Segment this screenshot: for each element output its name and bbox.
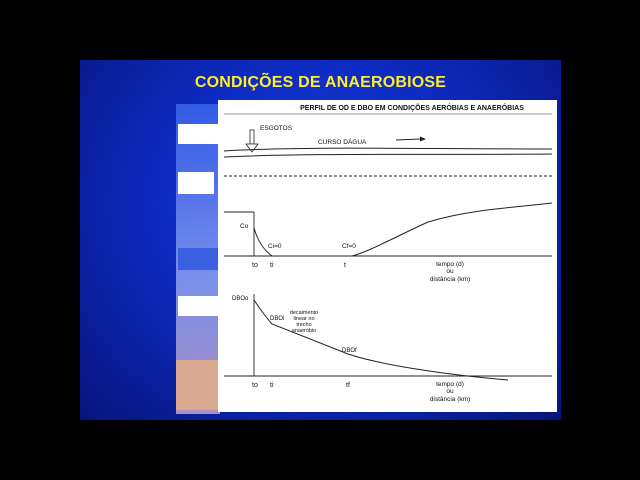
od-curve: [254, 203, 552, 256]
dbo-x-label-line-3: distância (km): [429, 396, 471, 403]
inflow-label: ESGOTOS: [260, 125, 293, 132]
dbo-x-label-line-1: tempo (d): [436, 381, 464, 388]
left-artifact-strip-5: [176, 360, 220, 410]
od-tick-to: to: [252, 262, 258, 269]
od-cf-label: Cf=0: [342, 243, 356, 250]
slide-title: CONDIÇÕES DE ANAEROBIOSE: [194, 74, 447, 91]
od-tick-ti: ti: [270, 262, 274, 269]
inflow-arrow-icon: [246, 130, 258, 152]
od-initial-label: Co: [240, 223, 249, 230]
river-bed-line: [224, 154, 552, 157]
river-label: CURSO DÁGUA: [318, 139, 367, 146]
left-artifact-strip-1: [178, 124, 220, 144]
dbo-dbof-label: DBOf: [342, 348, 357, 354]
dbo-note-line-1: decaimento: [289, 310, 319, 316]
od-tick-tf: t: [344, 262, 346, 269]
left-artifact-strip-2: [178, 172, 214, 194]
left-artifact-strip-4: [178, 296, 218, 316]
river-surface-line: [224, 148, 552, 151]
dbo-dboi-label: DBOi: [270, 316, 285, 322]
od-x-label-line-2: ou: [446, 268, 454, 275]
presentation-slide: [80, 60, 561, 420]
dbo-note-line-2: linear no: [293, 316, 315, 322]
dbo-note-line-4: anaeróbio: [291, 328, 317, 334]
od-x-label-line-3: distância (km): [429, 276, 471, 283]
dbo-tick-tf: tf: [346, 382, 350, 389]
figure-title: PERFIL DE OD E DBO EM CONDIÇÕES AERÓBIAS E ANAERÓBIAS: [300, 105, 524, 112]
dbo-tick-ti: ti: [270, 382, 274, 389]
od-dbo-profile-figure: [218, 100, 557, 412]
left-artifact-strip-3: [178, 248, 218, 270]
flow-direction-arrow-icon: [396, 137, 426, 142]
profile-diagram: [218, 100, 557, 412]
dbo-x-label-line-2: ou: [446, 388, 454, 395]
dbo-tick-to: to: [252, 382, 258, 389]
od-ci-label: Ci=0: [268, 243, 282, 250]
dbo-initial-label: DBOo: [232, 296, 249, 302]
dbo-note-line-3: trecho: [296, 322, 312, 328]
od-x-label-line-1: tempo (d): [436, 261, 464, 268]
